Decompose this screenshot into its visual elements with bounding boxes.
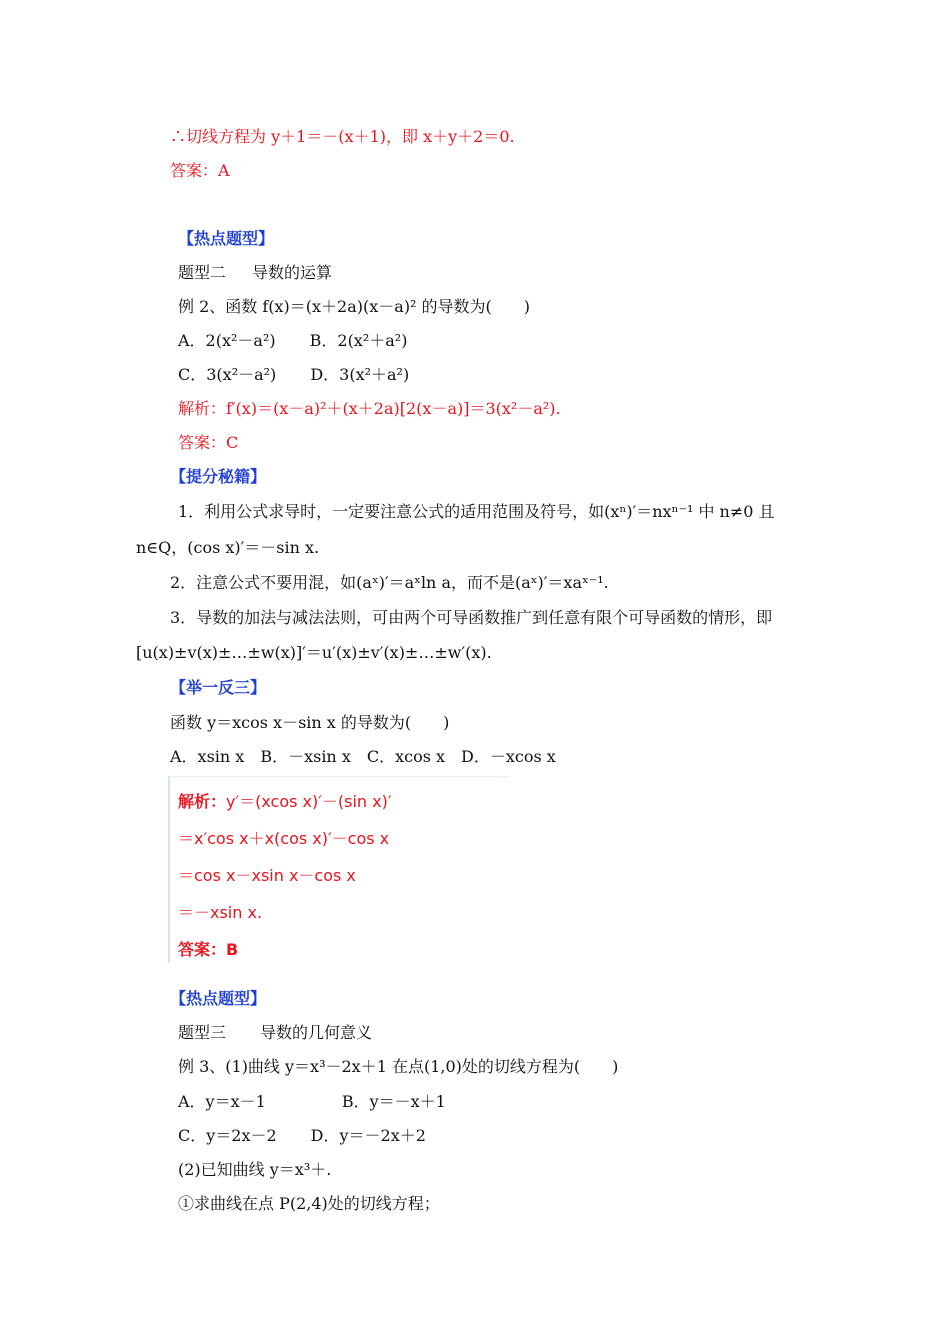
example-2-options-cd [178,364,409,386]
section-heading-hot-topics: 【热点题型】 [178,229,275,248]
practice-solution-box [168,776,510,963]
practice-question: 函数 y＝xcos x－sin x 的导数为( ) [170,713,450,732]
topic-two-label [178,262,332,284]
section-heading-hot-topics-2: 【热点题型】 [170,989,267,1008]
section-heading-practice: 【举一反三】 [170,678,267,697]
option-c: C．y＝2x－2 [178,1126,277,1145]
topic-three-label [178,1022,372,1044]
option-a: A．y＝x－1 [178,1092,266,1111]
tip-1-line-1: 1．利用公式求导时，一定要注意公式的适用范围及符号，如(xⁿ)′＝nxⁿ⁻¹ 中 n≠0 且 [178,502,775,521]
solution-expression: y′＝(xcos x)′－(sin x)′ [226,792,392,811]
option-d: D．3(x²＋a²) [310,365,410,384]
topic-three-number: 题型三 [178,1023,227,1042]
option-b: B．2(x²＋a²) [309,331,408,350]
answer-a: 答案：A [170,161,230,180]
tip-3-line-1: 3．导数的加法与减法法则，可由两个可导函数推广到任意有限个可导函数的情形，即 [170,608,773,627]
example-3-part-2: (2)已知曲线 y＝x³＋. [178,1160,332,1179]
option-b: B．y＝－x＋1 [341,1092,446,1111]
solution-line-1 [178,789,392,812]
example-2-question: 例 2、函数 f(x)＝(x＋2a)(x－a)² 的导数为( ) [178,297,531,316]
tip-1-line-2: n∈Q，(cos x)′＝－sin x. [136,538,320,557]
example-3-options-ab [178,1091,446,1113]
tip-2: 2．注意公式不要用混，如(aˣ)′＝aˣln a，而不是(aˣ)′＝xaˣ⁻¹. [170,573,609,592]
example-3-part-2-question-1: ①求曲线在点 P(2,4)处的切线方程； [178,1194,440,1213]
example-3-options-cd [178,1125,426,1147]
option-d: D．y＝－2x＋2 [310,1126,426,1145]
solution-label: 解析： [178,792,227,811]
practice-options: A．xsin x B．－xsin x C．xcos x D．－xcos x [170,747,556,766]
topic-three-title: 导数的几何意义 [260,1023,373,1042]
solution-line-3: ＝cos x－xsin x－cos x [178,866,356,885]
tip-3-line-2: [u(x)±v(x)±…±w(x)]′＝u′(x)±v′(x)±…±w′(x). [136,643,492,662]
option-c: C．3(x²－a²) [178,365,277,384]
option-a: A．2(x²－a²) [178,331,276,350]
section-heading-tips: 【提分秘籍】 [170,467,267,486]
solution-line-4: ＝－xsin x. [178,903,263,922]
solution-answer: 答案：B [178,940,239,959]
topic-two-title: 导数的运算 [252,263,333,282]
example-2-answer: 答案：C [178,433,239,452]
topic-two-number: 题型二 [178,263,227,282]
example-3-question: 例 3、(1)曲线 y＝x³－2x＋1 在点(1,0)处的切线方程为( ) [178,1057,619,1076]
solution-line-2: ＝x′cos x＋x(cos x)′－cos x [178,829,390,848]
tangent-conclusion: ∴切线方程为 y＋1＝－(x＋1)，即 x＋y＋2＝0. [170,127,515,146]
example-2-options-ab [178,330,407,352]
example-2-solution: 解析：f′(x)＝(x－a)²＋(x＋2a)[2(x－a)]＝3(x²－a²). [178,399,561,418]
